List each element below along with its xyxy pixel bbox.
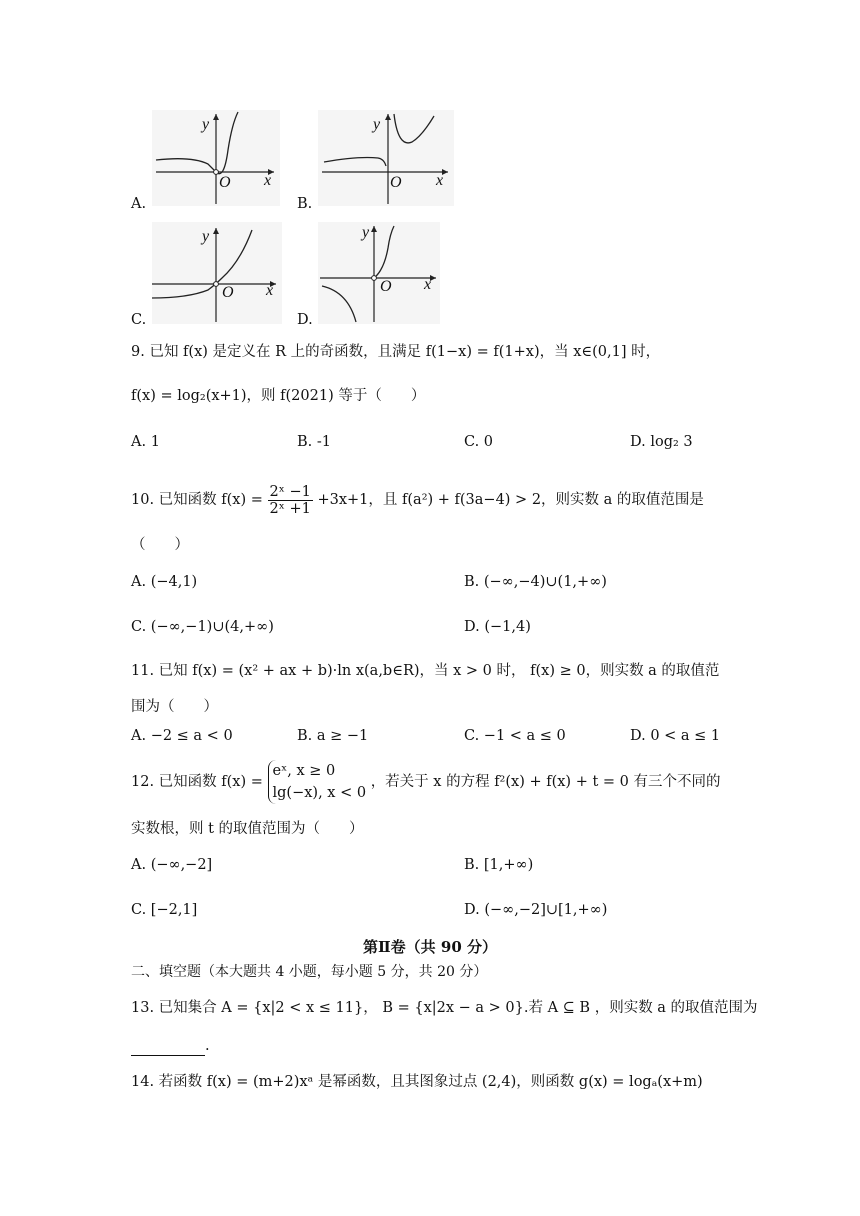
graph-c	[152, 222, 282, 324]
q10-option-d[interactable]: D. (−1,4)	[464, 619, 531, 635]
q10-option-c[interactable]: C. (−∞,−1)∪(4,+∞)	[131, 619, 274, 635]
q10-stem-line1	[131, 480, 704, 520]
graph-a-o-label: O	[219, 174, 231, 191]
q12-option-a[interactable]: A. (−∞,−2]	[131, 857, 213, 873]
section-subtitle: 二、填空题（本大题共 4 小题，每小题 5 分，共 20 分）	[131, 964, 488, 980]
q10-suffix: +3x+1，且 f(a²) + f(3a−4) > 2，则实数 a 的取值范围是	[317, 492, 704, 508]
q10-fraction-denominator: 2ˣ +1	[269, 500, 311, 517]
graph-c-option-label[interactable]: C.	[131, 312, 147, 328]
section-title: 第Ⅱ卷（共 90 分）	[363, 938, 497, 956]
graph-d-x-label: x	[424, 276, 432, 293]
q10-option-a[interactable]: A. (−4,1)	[131, 574, 198, 590]
graph-c-y-label: y	[202, 228, 210, 245]
q13-stem-line2	[131, 1036, 210, 1056]
q12-option-c[interactable]: C. [−2,1]	[131, 902, 198, 918]
graph-d-o-label: O	[380, 278, 392, 295]
q9-option-a[interactable]: A. 1	[131, 434, 160, 450]
graph-b-o-label: O	[390, 174, 402, 191]
graph-a-y-label: y	[202, 116, 210, 133]
graph-c-x-label: x	[266, 282, 274, 299]
graph-b-y-label: y	[373, 116, 381, 133]
q10-option-b[interactable]: B. (−∞,−4)∪(1,+∞)	[464, 574, 607, 590]
q9-stem-line2: f(x) = log₂(x+1)，则 f(2021) 等于（ ）	[131, 388, 426, 404]
graph-d-option-label[interactable]: D.	[297, 312, 313, 328]
graph-d-y-label: y	[362, 224, 370, 241]
graph-d	[318, 222, 440, 324]
q10-stem-line2: （ ）	[131, 537, 189, 553]
q12-option-b[interactable]: B. [1,+∞)	[464, 857, 534, 873]
q11-stem-line1: 11. 已知 f(x) = (x² + ax + b)·ln x(a,b∈R)，当 x > 0 时， f(x) ≥ 0，则实数 a 的取值范	[131, 663, 720, 679]
q11-option-c[interactable]: C. −1 < a ≤ 0	[464, 728, 566, 744]
q10-fraction-numerator: 2ˣ −1	[269, 483, 311, 500]
q10-fraction	[268, 484, 313, 517]
q9-stem-line1: 9. 已知 f(x) 是定义在 R 上的奇函数，且满足 f(1−x) = f(1+x)，当 x∈(0,1] 时，	[131, 344, 661, 360]
q12-piecewise	[268, 760, 367, 804]
graph-b-x-label: x	[436, 172, 444, 189]
q12-stem-line1	[131, 758, 721, 806]
q13-answer-blank[interactable]	[131, 1041, 205, 1056]
q13-period: .	[205, 1038, 210, 1054]
graph-b-option-label[interactable]: B.	[297, 196, 313, 212]
q11-option-a[interactable]: A. −2 ≤ a < 0	[131, 728, 233, 744]
q12-prefix: 12. 已知函数 f(x) =	[131, 774, 263, 790]
q9-option-b[interactable]: B. -1	[297, 434, 331, 450]
q12-option-d[interactable]: D. (−∞,−2]∪[1,+∞)	[464, 902, 608, 918]
graph-c-o-label: O	[222, 284, 234, 301]
q12-case1: eˣ, x ≥ 0	[272, 763, 336, 779]
q10-prefix: 10. 已知函数 f(x) =	[131, 492, 263, 508]
q12-suffix: ，若关于 x 的方程 f²(x) + f(x) + t = 0 有三个不同的	[370, 774, 721, 790]
graph-b	[318, 110, 454, 206]
q12-stem-line2: 实数根，则 t 的取值范围为（ ）	[131, 821, 364, 837]
graph-a-option-label[interactable]: A.	[131, 196, 147, 212]
graph-a	[152, 110, 280, 206]
q12-case2: lg(−x), x < 0	[272, 785, 367, 801]
q9-option-c[interactable]: C. 0	[464, 434, 494, 450]
q14-stem-line1: 14. 若函数 f(x) = (m+2)xᵃ 是幂函数，且其图象过点 (2,4)，则函数 g(x) = logₐ(x+m)	[131, 1074, 703, 1090]
graph-a-x-label: x	[264, 172, 272, 189]
q11-option-b[interactable]: B. a ≥ −1	[297, 728, 369, 744]
q13-stem-line1: 13. 已知集合 A = {x|2 < x ≤ 11}， B = {x|2x − a > 0}.若 A ⊆ B ，则实数 a 的取值范围为	[131, 1000, 758, 1016]
q11-stem-line2: 围为（ ）	[131, 699, 218, 715]
q9-option-d[interactable]: D. log₂ 3	[630, 434, 693, 450]
q11-option-d[interactable]: D. 0 < a ≤ 1	[630, 728, 721, 744]
